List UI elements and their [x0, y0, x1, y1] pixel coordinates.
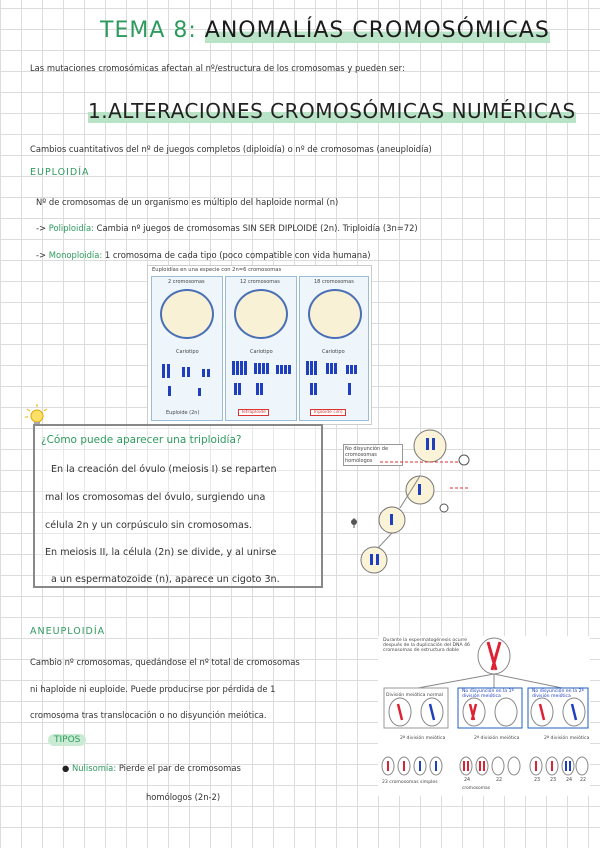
aneuploidia-heading: ANEUPLOIDÍA — [30, 626, 106, 637]
panel-triploid — [299, 276, 369, 421]
bullet-icon: ● — [62, 763, 70, 773]
karyotype-chromosomes — [304, 359, 364, 403]
answer-line-4: En meiosis II, la célula (2n) se divide, y al unirse — [45, 547, 277, 558]
figure-header: Euploidías en una especie con 2n=6 cromosomas — [152, 267, 282, 273]
karyotype-chromosomes — [158, 362, 216, 402]
karyotype-label: Cariotipo — [176, 349, 199, 355]
bottom-count-normal: 23 cromosomas simples — [382, 780, 438, 785]
cell-diagram — [308, 289, 362, 339]
title-prefix: TEMA 8: — [100, 18, 197, 43]
bottom-count: 24 — [464, 778, 471, 783]
poliploidia-line — [36, 223, 418, 233]
section1-description: Cambios cuantitativos del nº de juegos completos (diploidía) o nº de cromosomas (aneuploidía) — [30, 144, 432, 154]
euploidy-figure — [147, 265, 372, 425]
euploidia-definition: Nº de cromosomas de un organismo es múltiplo del haploide normal (n) — [36, 197, 339, 207]
box-label-first-nd: No disyunción en la 1ª división meiótica — [462, 689, 514, 699]
section1-heading: 1.ALTERACIONES CROMOSÓMICAS NUMÉRICAS — [88, 99, 576, 123]
oocyte-division-graphic — [340, 428, 474, 580]
panel-top-label: 2 cromosomas — [168, 279, 205, 285]
bottom-count: 22 — [496, 778, 503, 783]
monoploidia-text: 1 cromosoma de cada tipo (poco compatible con vida humana) — [104, 250, 371, 260]
aneuploidia-line-2: ni haploide ni euploide. Puede producirse por pérdida de 1 — [30, 684, 276, 694]
cell-diagram — [160, 289, 214, 339]
second-division-label: 2ª división meiótica — [474, 736, 520, 741]
nulisomia-text: Pierde el par de cromosomas — [118, 763, 241, 773]
intro-text: Las mutaciones cromosómicas afectan al nº/estructura de los cromosomas y pueden ser: — [30, 63, 405, 73]
panel-top-label: 12 cromosomas — [240, 279, 280, 285]
tipos-badge: TIPOS — [48, 734, 86, 746]
poliploidia-term: Poliploidía: — [48, 223, 94, 233]
question-text: ¿Cómo puede aparecer una triploidía? — [41, 434, 242, 446]
euploidia-heading: EUPLOIDÍA — [30, 167, 90, 178]
diagram-label: No disyunción de cromosomas homólogos — [343, 444, 403, 466]
answer-line-5: a un espermatozoide (n), aparece un cigoto 3n. — [51, 574, 280, 585]
aneuploidia-line-1: Cambio nº cromosomas, quedándose el nº total de cromosomas — [30, 657, 300, 667]
karyotype-chromosomes — [230, 359, 292, 403]
panel-top-label: 18 cromosomas — [314, 279, 354, 285]
karyotype-label: Cariotipo — [322, 349, 345, 355]
monoploidia-term: Monoploidía: — [48, 250, 103, 260]
nulisomia-line — [62, 763, 241, 773]
answer-line-1: En la creación del óvulo (meiosis I) se reparten — [51, 464, 277, 475]
bottom-sub-label: cromosomas — [462, 786, 491, 791]
bottom-count: 23 — [534, 778, 541, 783]
panel-bottom-label: Euploide (2n) — [166, 410, 200, 416]
panel-bottom-label: Tetraploide — [238, 409, 269, 416]
bottom-count: 23 — [550, 778, 557, 783]
page-title — [100, 18, 550, 43]
nulisomia-text-2: homólogos (2n-2) — [146, 792, 221, 802]
figure2-note: Durante la espermatogénesis ocurre después de la duplicación del DNA 46 cromosomas de estructura doble — [383, 638, 470, 653]
nulisomia-term: Nulisomía: — [71, 763, 117, 773]
answer-line-3: célula 2n y un corpúsculo sin cromosomas. — [45, 520, 252, 531]
title-main: ANOMALÍAS CROMOSÓMICAS — [204, 18, 550, 43]
cell-diagram — [234, 289, 288, 339]
bottom-count: 22 — [580, 778, 587, 783]
box-label-normal: División meiótica normal — [386, 693, 444, 698]
second-division-label: 2ª división meiótica — [400, 736, 446, 741]
bottom-count: 24 — [566, 778, 573, 783]
arrow: -> — [36, 250, 47, 260]
panel-tetraploid — [225, 276, 297, 421]
karyotype-label: Cariotipo — [250, 349, 273, 355]
poliploidia-text: Cambia nº juegos de cromosomas SIN SER DIPLOIDE (2n). Triploidía (3n=72) — [96, 223, 418, 233]
meiosis-tree-graphic — [378, 636, 590, 796]
spermatogenesis-figure — [378, 636, 590, 796]
arrow: -> — [36, 223, 47, 233]
aneuploidia-line-3: cromosoma tras translocación o no disyunción meiótica. — [30, 710, 267, 720]
nondisjunction-diagram — [340, 428, 474, 580]
question-box — [33, 424, 323, 588]
panel-diploid — [151, 276, 223, 421]
monoploidia-line — [36, 250, 370, 260]
answer-line-2: mal los cromosomas del óvulo, surgiendo una — [45, 492, 266, 503]
panel-bottom-label: Triploide (3n) — [310, 409, 346, 416]
second-division-label: 2ª división meiótica — [544, 736, 590, 741]
box-label-second-nd: No disyunción en la 2ª división meiótica — [532, 689, 584, 699]
